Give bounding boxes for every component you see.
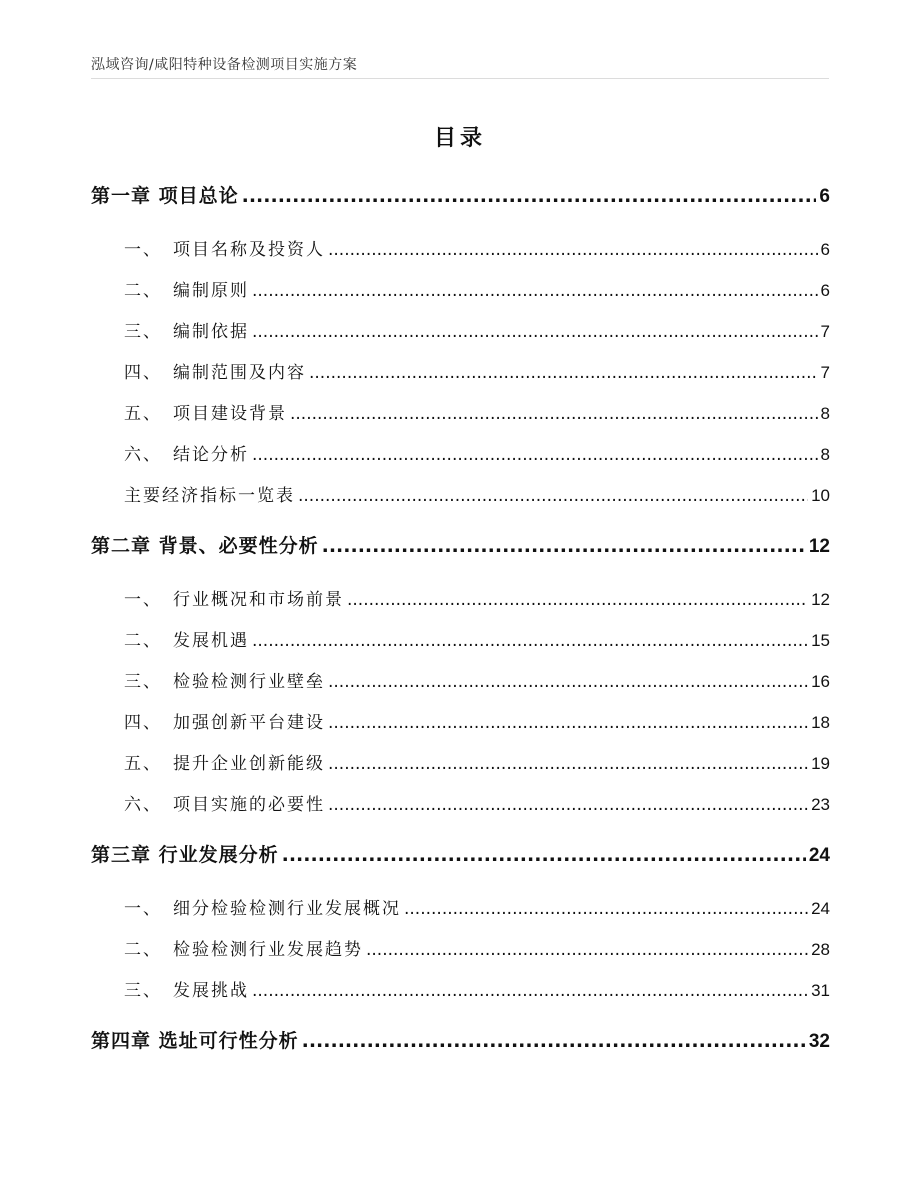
toc-section-number: 四、	[124, 363, 162, 383]
toc-section-3-2[interactable]	[91, 929, 830, 970]
toc-chapter-1[interactable]	[91, 176, 830, 217]
toc-section-1-2[interactable]	[91, 270, 830, 311]
toc-chapter-label: 第四章 选址可行性分析	[91, 1030, 299, 1052]
toc-section-number: 一、	[124, 899, 162, 919]
toc-section-number: 四、	[124, 713, 162, 733]
toc-page-number: 7	[820, 322, 830, 341]
toc-section-label: 结论分析	[173, 445, 249, 465]
toc-section-1-6[interactable]	[91, 434, 830, 475]
dot-leader	[252, 971, 808, 1012]
dot-leader	[252, 621, 808, 662]
toc-section-label: 发展挑战	[173, 981, 249, 1001]
toc-section-2-6[interactable]	[91, 784, 830, 825]
dot-leader	[298, 476, 808, 517]
toc-section-1-7[interactable]	[91, 475, 830, 516]
toc-page-number: 16	[811, 672, 830, 691]
dot-leader	[252, 271, 818, 312]
toc-section-number: 二、	[124, 631, 162, 651]
toc-section-2-1[interactable]	[91, 579, 830, 620]
toc-section-label: 项目名称及投资人	[173, 240, 325, 260]
dot-leader	[347, 580, 808, 621]
toc-page-number: 32	[808, 1031, 830, 1052]
toc-page-number: 7	[820, 363, 830, 382]
toc-section-1-4[interactable]	[91, 352, 830, 393]
page-header: 泓域咨询/咸阳特种设备检测项目实施方案	[91, 57, 358, 73]
toc-section-2-2[interactable]	[91, 620, 830, 661]
toc-chapter-label: 第一章 项目总论	[91, 185, 239, 207]
header-divider	[91, 78, 829, 79]
dot-leader	[252, 312, 818, 353]
toc-section-3-1[interactable]	[91, 888, 830, 929]
toc-section-3-3[interactable]	[91, 970, 830, 1011]
toc-section-number: 三、	[124, 322, 162, 342]
dot-leader	[322, 526, 806, 567]
toc-section-label: 发展机遇	[173, 631, 249, 651]
toc-page-number: 6	[820, 281, 830, 300]
toc-page-number: 6	[820, 240, 830, 259]
dot-leader	[404, 889, 808, 930]
toc-section-number: 二、	[124, 940, 162, 960]
toc-page-number: 23	[811, 795, 830, 814]
toc-section-label: 项目建设背景	[173, 404, 287, 424]
toc-section-label: 编制依据	[173, 322, 249, 342]
dot-leader	[242, 176, 817, 217]
toc-chapter-4[interactable]	[91, 1021, 830, 1062]
toc-section-2-4[interactable]	[91, 702, 830, 743]
dot-leader	[328, 785, 808, 826]
toc-section-number: 五、	[124, 404, 162, 424]
dot-leader	[282, 835, 806, 876]
toc-section-label: 编制范围及内容	[173, 363, 306, 383]
toc-section-2-5[interactable]	[91, 743, 830, 784]
dot-leader	[328, 703, 808, 744]
toc-section-label: 提升企业创新能级	[173, 754, 325, 774]
dot-leader	[302, 1021, 806, 1062]
toc-page-number: 15	[811, 631, 830, 650]
toc-section-label: 编制原则	[173, 281, 249, 301]
toc-section-number: 三、	[124, 981, 162, 1001]
dot-leader	[309, 353, 818, 394]
toc-section-1-5[interactable]	[91, 393, 830, 434]
toc-section-label: 细分检验检测行业发展概况	[173, 899, 401, 919]
toc-chapter-label: 第三章 行业发展分析	[91, 844, 279, 866]
toc-page-number: 12	[808, 536, 830, 557]
toc-section-number: 三、	[124, 672, 162, 692]
toc-page-number: 18	[811, 713, 830, 732]
dot-leader	[366, 930, 808, 971]
toc-page-number: 10	[811, 486, 830, 505]
toc-section-number: 一、	[124, 240, 162, 260]
toc-chapter-3[interactable]	[91, 835, 830, 876]
toc-page-number: 6	[819, 186, 830, 207]
toc-section-label: 行业概况和市场前景	[173, 590, 344, 610]
dot-leader	[290, 394, 818, 435]
toc-page-number: 8	[820, 445, 830, 464]
dot-leader	[328, 744, 808, 785]
toc-page-number: 24	[811, 899, 830, 918]
toc-section-number: 五、	[124, 754, 162, 774]
toc-section-2-3[interactable]	[91, 661, 830, 702]
toc-chapter-label: 第二章 背景、必要性分析	[91, 535, 319, 557]
toc-section-number: 二、	[124, 281, 162, 301]
dot-leader	[328, 662, 808, 703]
toc-section-number: 六、	[124, 445, 162, 465]
toc-section-label: 加强创新平台建设	[173, 713, 325, 733]
toc-section-1-3[interactable]	[91, 311, 830, 352]
toc-page-number: 8	[820, 404, 830, 423]
table-of-contents	[91, 176, 830, 1062]
toc-section-label: 检验检测行业发展趋势	[173, 940, 363, 960]
toc-section-label: 主要经济指标一览表	[124, 486, 295, 506]
dot-leader	[252, 435, 818, 476]
toc-page-number: 24	[808, 845, 830, 866]
toc-chapter-2[interactable]	[91, 526, 830, 567]
toc-section-label: 检验检测行业壁垒	[173, 672, 325, 692]
toc-page-number: 31	[811, 981, 830, 1000]
toc-page-number: 19	[811, 754, 830, 773]
toc-section-label: 项目实施的必要性	[173, 795, 325, 815]
toc-page-number: 12	[811, 590, 830, 609]
toc-title: 目录	[433, 126, 486, 151]
toc-section-number: 六、	[124, 795, 162, 815]
toc-section-number: 一、	[124, 590, 162, 610]
toc-section-1-1[interactable]	[91, 229, 830, 270]
toc-page-number: 28	[811, 940, 830, 959]
dot-leader	[328, 230, 818, 271]
